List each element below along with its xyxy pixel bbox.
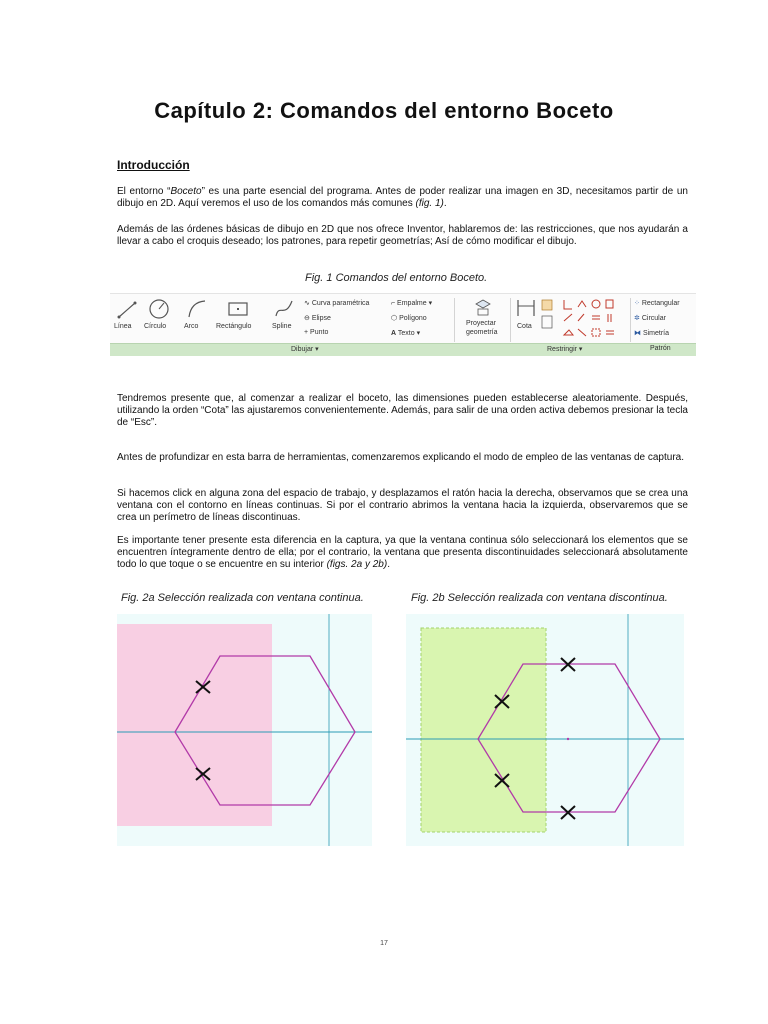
elipse-label: Elipse [311, 315, 331, 322]
tool-empalme[interactable]: ⌐ Empalme ▾ [391, 300, 433, 307]
circular-label: Circular [641, 315, 666, 322]
restringir-label: Restringir [547, 346, 577, 353]
arc-icon[interactable] [186, 298, 208, 320]
tool-texto[interactable]: A Texto ▾ [391, 330, 421, 337]
tool-patron-circular[interactable] [634, 314, 666, 322]
ribbon-separator [510, 298, 511, 342]
section-heading: Introducción [117, 158, 190, 172]
rectangle-icon[interactable] [227, 301, 249, 317]
p1-text-a: El entorno “ [117, 186, 171, 197]
ribbon-group-bar [110, 343, 696, 356]
tool-poligono[interactable]: ⬡ Polígono [391, 315, 427, 322]
spline-icon[interactable] [273, 297, 295, 319]
rectangular-pattern-icon: ⁘ [634, 300, 640, 307]
rectangular-label: Rectangular [641, 300, 680, 307]
simetria-label: Simetría [642, 330, 670, 337]
circular-pattern-icon: ✲ [634, 315, 640, 322]
paragraph-3: Tendremos presente que, al comenzar a realizar el boceto, las dimensiones pueden establecerse aleatoriamente. Después, utilizando la orden “Cota” las ajustaremos convenientemente. Además, para salir de una orden activa debemos presionar la tecla de “Esc”. [117, 393, 688, 428]
tool-circulo[interactable]: Círculo [144, 323, 167, 330]
tool-proyectar[interactable]: Proyectar [466, 320, 496, 327]
p6-text-c: . [387, 559, 390, 570]
continuous-selection-window [117, 624, 272, 826]
tool-linea[interactable]: Línea [114, 323, 132, 330]
circle-icon[interactable] [148, 298, 170, 320]
ribbon-toolbar [110, 293, 696, 355]
paragraph-4: Antes de profundizar en esta barra de herramientas, comenzaremos explicando el modo de empleo de las ventanas de captura. [117, 452, 685, 463]
group-dibujar[interactable]: Dibujar ▾ [291, 346, 319, 353]
p1-italic-boceto: Boceto [170, 186, 202, 197]
tool-elipse[interactable]: ⊖ Elipse [304, 315, 331, 322]
p1-fig-ref: (fig. 1) [415, 198, 444, 209]
curva-label: Curva paramétrica [311, 300, 370, 307]
tool-patron-rectangular[interactable] [634, 299, 680, 307]
texto-label: Texto [397, 330, 415, 337]
mirror-icon: ⧓ [634, 330, 641, 337]
tool-cota[interactable]: Cota [517, 323, 532, 330]
page-number: 17 [380, 940, 388, 947]
fig2b-discontinuous-window [406, 614, 684, 846]
p6-fig-ref: (figs. 2a y 2b) [326, 559, 388, 570]
fig2a-caption: Fig. 2a Selección realizada con ventana continua. [121, 592, 364, 604]
group-patron: Patrón [650, 345, 671, 352]
p6-text-a: Es importante tener presente esta diferencia en la captura, ya que la ventana continua sólo seleccionará los elementos que se encuentren íntegramente dentro de ella; por el contrario, la ventana que presenta discontinuidades seleccionará absolutamente todo lo que toque o se encuentre en su interior [117, 535, 688, 570]
chapter-title: Capítulo 2: Comandos del entorno Boceto [154, 98, 614, 123]
constraint-settings-icon[interactable] [540, 298, 554, 334]
tool-rectangulo[interactable]: Rectángulo [216, 323, 252, 330]
p1-text-e: . [443, 198, 447, 209]
punto-label: Punto [310, 329, 329, 336]
ribbon-separator [630, 298, 631, 342]
tool-proyectar-geometria[interactable]: geometría [466, 329, 498, 336]
fig2b-caption: Fig. 2b Selección realizada con ventana discontinua. [411, 592, 668, 604]
tool-spline[interactable]: Spline [272, 323, 292, 330]
dimension-icon[interactable] [516, 298, 536, 318]
paragraph-5: Si hacemos click en alguna zona del espacio de trabajo, y desplazamos el ratón hacia la derecha, observamos que se crea una ventana con el contorno en líneas continuas. Si por el contrario abrimos la ventana hacia la izquierda, observaremos que se crea un perímetro de líneas discontinuas. [117, 488, 688, 523]
tool-punto[interactable]: + Punto [304, 329, 329, 336]
paragraph-1 [117, 186, 688, 210]
fig1-caption: Fig. 1 Comandos del entorno Boceto. [305, 272, 488, 284]
poligono-label: Polígono [399, 315, 427, 322]
p1-text-c: ” es una parte esencial del programa. Antes de poder realizar una imagen en 3D, necesitamos partir de un dibujo en 2D. Aquí veremos el uso de los comandos más comunes [117, 186, 688, 209]
tool-curva-parametrica[interactable]: ∿ Curva paramétrica [304, 300, 370, 307]
fig2a-continuous-window [117, 614, 372, 846]
center-point [567, 738, 569, 740]
paragraph-2: Además de las órdenes básicas de dibujo en 2D que nos ofrece Inventor, hablaremos de: las restricciones, que nos ayudarán a llevar a cabo el croquis deseado; los patrones, para repetir geometrías; Así de cómo modificar el dibujo. [117, 224, 688, 247]
empalme-label: Empalme [397, 300, 427, 307]
ribbon-separator [454, 298, 455, 342]
tool-arco[interactable]: Arco [184, 323, 199, 330]
line-icon[interactable] [116, 300, 138, 320]
group-restringir[interactable]: Restringir ▾ [547, 346, 583, 353]
paragraph-6 [117, 535, 688, 571]
project-geometry-icon[interactable] [472, 297, 494, 317]
dibujar-label: Dibujar [291, 346, 314, 353]
tool-simetria[interactable] [634, 329, 669, 337]
constraints-grid-icon[interactable] [560, 297, 626, 341]
